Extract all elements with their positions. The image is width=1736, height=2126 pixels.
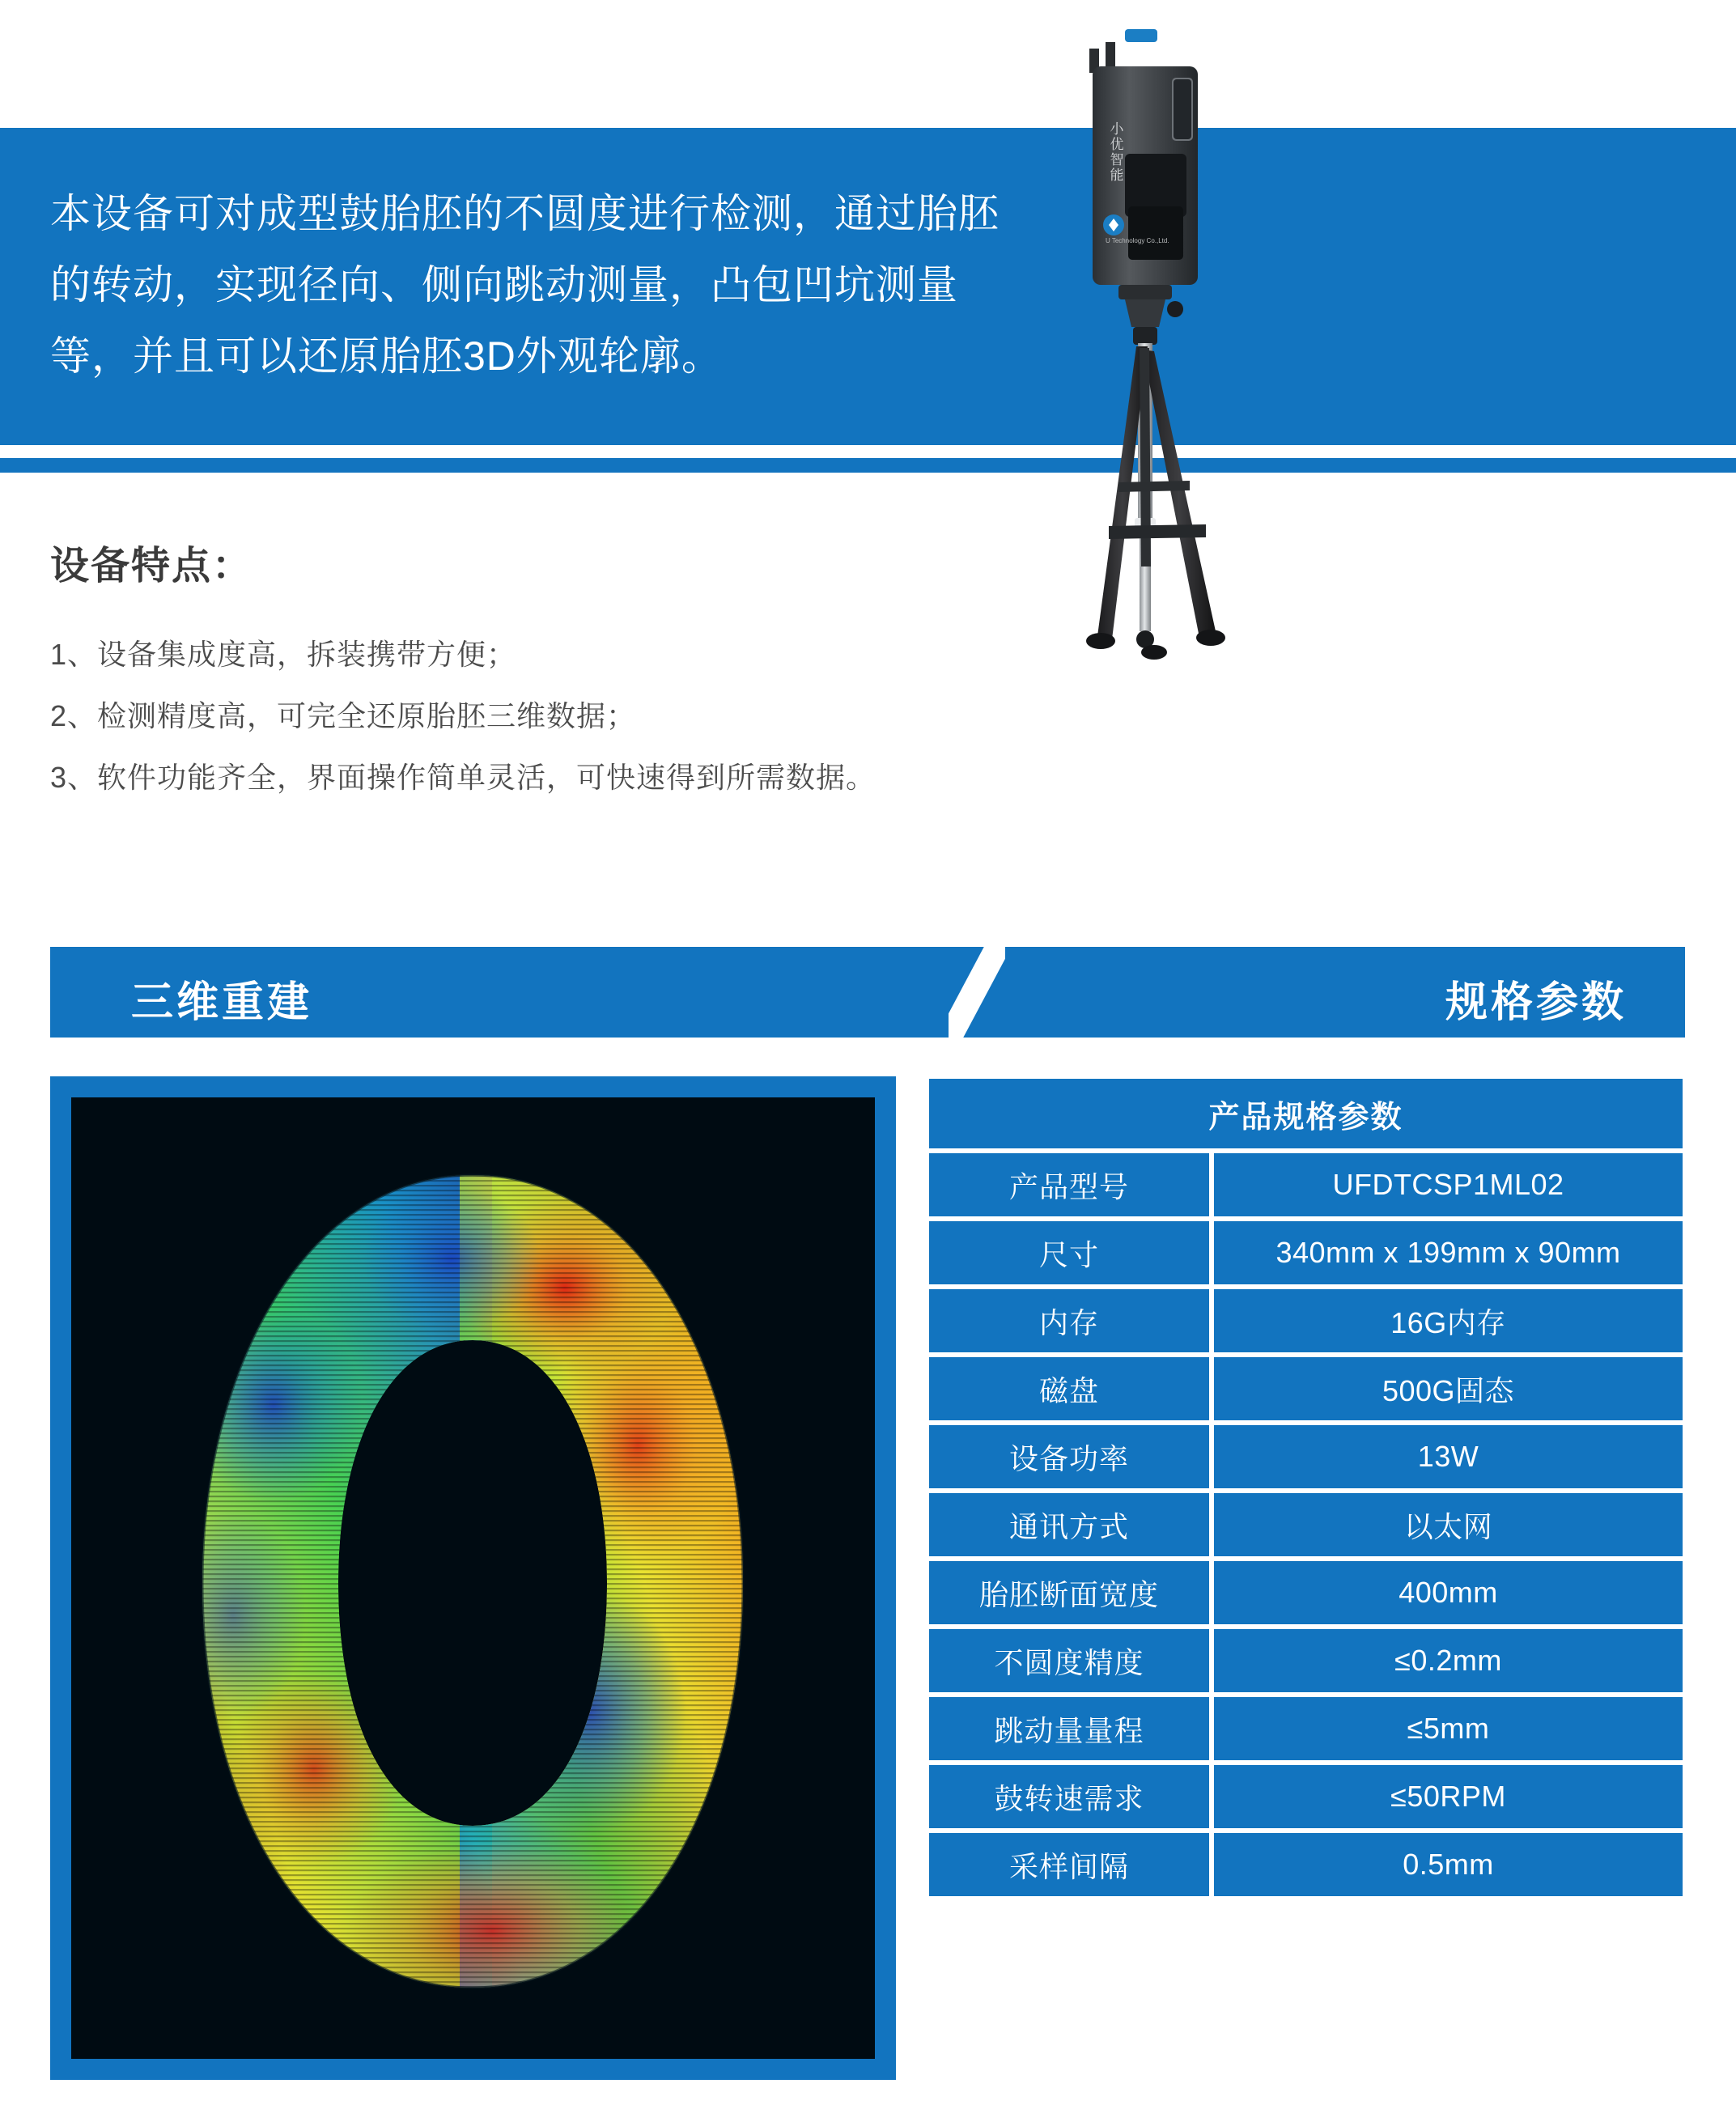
section-left-bar xyxy=(50,947,949,1038)
section-left-title: 三维重建 xyxy=(131,979,313,1026)
feature-item: 2、检测精度高，可完全还原胎胚三维数据； xyxy=(50,699,637,732)
spec-table-title: 产品规格参数 xyxy=(927,1076,1685,1151)
spec-key: 跳动量量程 xyxy=(927,1695,1212,1763)
spec-value: 以太网 xyxy=(1212,1491,1685,1559)
feature-item: 3、软件功能齐全，界面操作简单灵活，可快速得到所需数据。 xyxy=(50,761,876,794)
section-right-bar xyxy=(1005,947,1685,1038)
tripod-legs xyxy=(1086,346,1225,660)
table-row xyxy=(927,1355,1685,1423)
features-title: 设备特点： xyxy=(50,545,253,588)
spec-table xyxy=(927,1076,1685,1899)
spec-value: 16G内存 xyxy=(1212,1287,1685,1355)
spec-value: 400mm xyxy=(1212,1559,1685,1627)
spec-key: 通讯方式 xyxy=(927,1491,1212,1559)
feature-item: 1、设备集成度高，拆装携带方便； xyxy=(50,638,517,671)
table-row xyxy=(927,1219,1685,1287)
spec-value: ≤5mm xyxy=(1212,1695,1685,1763)
spec-value: ≤50RPM xyxy=(1212,1763,1685,1831)
table-row xyxy=(927,1831,1685,1899)
tripod-head-mount xyxy=(1118,285,1183,345)
spec-key: 不圆度精度 xyxy=(927,1627,1212,1695)
spec-key: 胎胚断面宽度 xyxy=(927,1559,1212,1627)
spec-value: 340mm x 199mm x 90mm xyxy=(1212,1219,1685,1287)
table-row xyxy=(927,1491,1685,1559)
table-row xyxy=(927,1695,1685,1763)
spec-key: 设备功率 xyxy=(927,1423,1212,1491)
spec-value: 500G固态 xyxy=(1212,1355,1685,1423)
spec-value: 0.5mm xyxy=(1212,1831,1685,1899)
spec-key: 磁盘 xyxy=(927,1355,1212,1423)
table-row xyxy=(927,1763,1685,1831)
spec-key: 尺寸 xyxy=(927,1219,1212,1287)
intro-paragraph: 本设备可对成型鼓胎胚的不圆度进行检测，通过胎胚的转动，实现径向、侧向跳动测量，凸包凹坑测量等，并且可以还原胎胚3D外观轮廓。 xyxy=(50,191,1000,379)
spec-value: 13W xyxy=(1212,1423,1685,1491)
section-header-bar xyxy=(50,947,1685,1038)
features-block xyxy=(50,534,1062,808)
scanner-head xyxy=(1089,29,1198,285)
spec-value: UFDTCSP1ML02 xyxy=(1212,1151,1685,1219)
table-row xyxy=(927,1151,1685,1219)
reconstruction-panel xyxy=(50,1076,896,2080)
table-row xyxy=(927,1627,1685,1695)
table-row xyxy=(927,1559,1685,1627)
spec-key: 内存 xyxy=(927,1287,1212,1355)
spec-key: 采样间隔 xyxy=(927,1831,1212,1899)
reconstruction-image xyxy=(71,1097,875,2059)
section-right-title: 规格参数 xyxy=(1445,979,1627,1026)
device-brand-label: 小优智能 xyxy=(1107,121,1123,183)
spec-value: ≤0.2mm xyxy=(1212,1627,1685,1695)
table-row xyxy=(927,1423,1685,1491)
table-header-row xyxy=(927,1076,1685,1151)
spec-key: 鼓转速需求 xyxy=(927,1763,1212,1831)
spec-key: 产品型号 xyxy=(927,1151,1212,1219)
table-row xyxy=(927,1287,1685,1355)
device-photo xyxy=(1076,0,1736,866)
device-brand-sub: U Technology Co.,Ltd. xyxy=(1106,237,1169,244)
